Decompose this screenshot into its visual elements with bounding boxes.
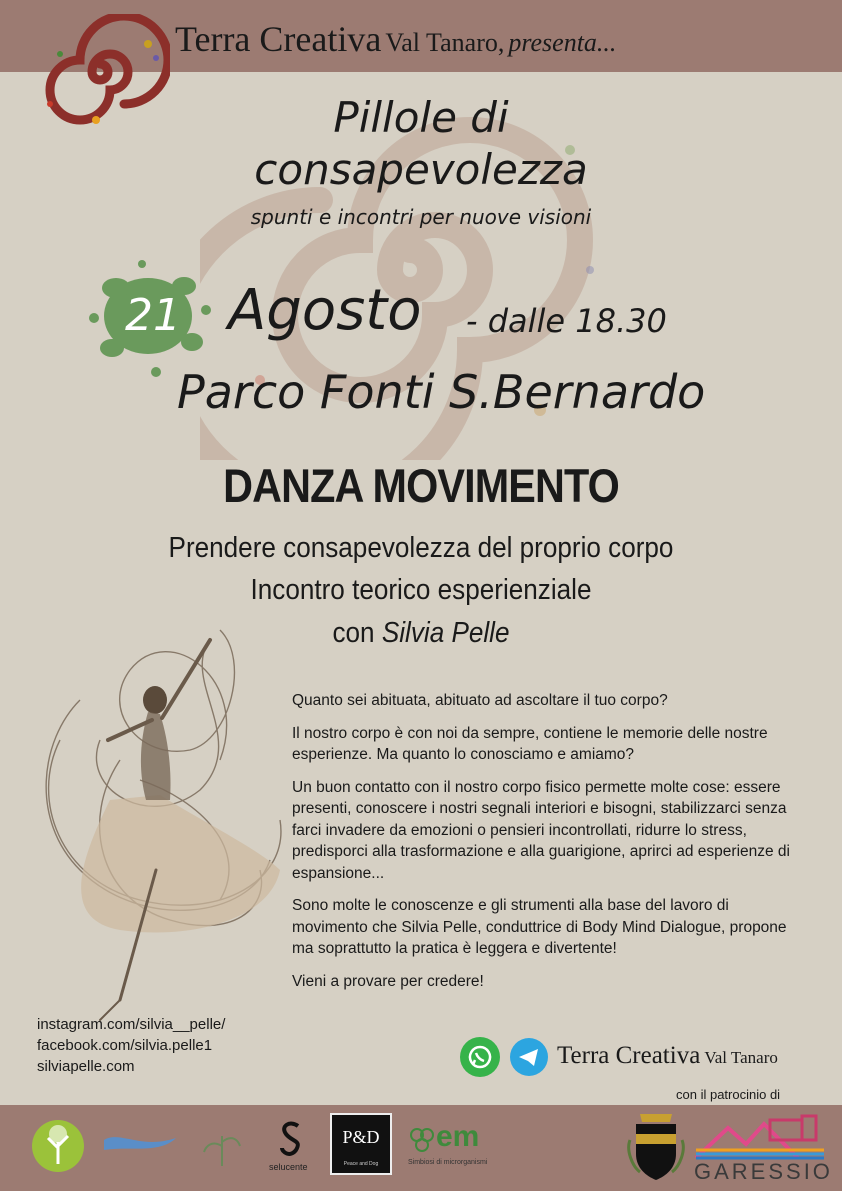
pd-caption: Peace and Dog <box>343 1161 379 1167</box>
intro-speaker-name: Silvia Pelle <box>381 617 510 649</box>
title-line-2: consapevolezza <box>254 145 588 194</box>
body-paragraph: Un buon contatto con il nostro corpo fisico permette molte cose: essere presenti, conoscere i nostri segnali interiori e bisogni, stabilizzarci senza farci invadere da emozioni o pensieri incontrollati, ridurre lo stress, predisporci alla trasformazione e alla guarigione, aprirci ad esperienze di espansione... <box>292 778 790 882</box>
dancer-illustration <box>20 620 300 1030</box>
footer-brand-sub: Val Tanaro <box>704 1048 778 1067</box>
telegram-icon[interactable] <box>510 1038 548 1076</box>
body-paragraph: Quanto sei abituata, abituato ad ascoltare il tuo corpo? <box>292 692 668 709</box>
peace-and-dog-logo <box>330 1113 392 1175</box>
body-text <box>292 690 792 1003</box>
em-logo-icon <box>408 1126 436 1154</box>
title-line-1: Pillole di <box>333 93 509 142</box>
event-time: - dalle 18.30 <box>466 302 667 340</box>
river-logo-icon <box>100 1120 180 1174</box>
main-heading: DANZA MOVIMENTO <box>223 459 619 512</box>
pd-mark: P&D <box>342 1127 380 1147</box>
footer-brand-name: Terra Creativa <box>557 1042 701 1069</box>
body-paragraph: Sono molte le conoscenze e gli strumenti alla base del lavoro di movimento che Silvia Pelle, conduttrice di Body Mind Dialogue, propone ma soprattutto la pratica è leggera e divertente! <box>292 897 787 957</box>
plant-logo-icon <box>192 1116 252 1176</box>
garessio-logo-icon <box>694 1114 826 1160</box>
instagram-link[interactable]: instagram.com/silvia__pelle/ <box>37 1016 226 1033</box>
subtitle: spunti e incontri per nuove visioni <box>250 205 592 229</box>
body-paragraph: Il nostro corpo è con noi da sempre, contiene le memorie delle nostre esperienze. Ma quanto lo conosciamo e amiamo? <box>292 724 768 763</box>
selucente-logo-icon <box>276 1118 306 1160</box>
footer-brand <box>557 1042 778 1070</box>
em-caption: Simbiosi di microrganismi <box>408 1159 488 1166</box>
header-brand: Terra Creativa <box>175 19 382 59</box>
em-mark: em <box>436 1120 480 1153</box>
facebook-link[interactable]: facebook.com/silvia.pelle1 <box>37 1037 213 1054</box>
intro-line-3-prefix: con <box>332 617 382 649</box>
header-presents: presenta... <box>508 28 617 57</box>
event-place: Parco Fonti S.Bernardo <box>177 365 706 419</box>
patronage-label: con il patrocinio di <box>676 1087 781 1102</box>
header-title <box>175 18 616 60</box>
social-links <box>37 1014 225 1077</box>
selucente-label: selucente <box>269 1162 308 1172</box>
garessio-label: GARESSIO <box>694 1159 833 1184</box>
intro-line-1: Prendere consapevolezza del proprio corpo <box>168 532 674 564</box>
header-brand-sub: Val Tanaro, <box>385 28 505 57</box>
body-paragraph: Vieni a provare per credere! <box>292 972 484 990</box>
coat-of-arms-icon <box>626 1110 686 1182</box>
event-month: Agosto <box>228 278 422 343</box>
tree-logo-icon <box>30 1118 86 1174</box>
whatsapp-icon[interactable] <box>460 1037 500 1077</box>
intro-line-2: Incontro teorico esperienziale <box>250 574 592 606</box>
website-link[interactable]: silviapelle.com <box>37 1058 135 1075</box>
event-day: 21 <box>125 290 181 341</box>
